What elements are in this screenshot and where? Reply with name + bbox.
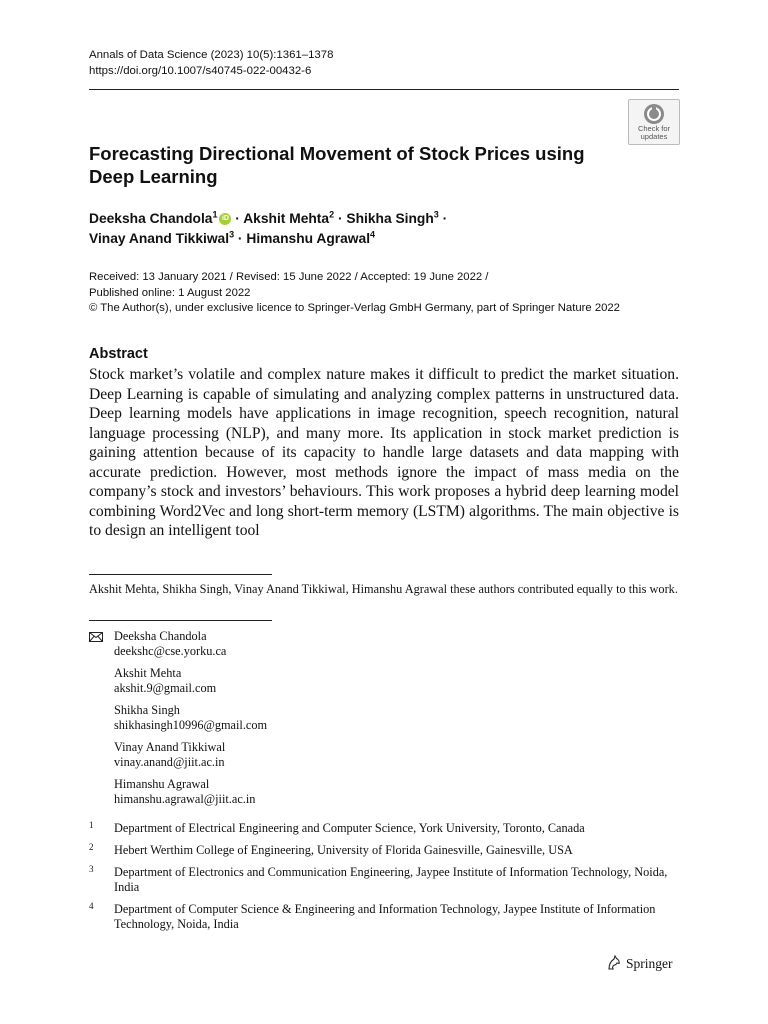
copyright-line: © The Author(s), under exclusive licence to Springer-Verlag GmbH Germany, part of Springer Nature 2022 [89, 302, 620, 314]
publisher-logo [606, 955, 673, 972]
contact-name: Deeksha Chandola [114, 629, 207, 643]
doi-link[interactable]: https://doi.org/10.1007/s40745-022-00432-6 [89, 64, 312, 77]
abstract-text: Stock market’s volatile and complex nature makes it difficult to predict the market situation. Deep Learning is capable of simulating and analyzing complex patterns in unstructured data. Deep learning models have applications in image recognition, speech recognition, natural language processing (NLP), and many more. Its application in stock market prediction is gaining attention because of its capacity to handle large datasets and data mapping with accurate prediction. However, most methods ignore the impact of mass media on the company’s stock and investors’ behaviours. This work proposes a hybrid deep learning model combining Word2Vec and long short-term memory (LSTM) algorithms. The main objective is to design an intelligent tool [89, 366, 679, 539]
contact-entry [114, 666, 267, 696]
journal-header [89, 48, 333, 79]
dates-line: Published online: 1 August 2022 [89, 286, 251, 299]
contact-name: Vinay Anand Tikkiwal [114, 740, 226, 755]
contact-entry [114, 777, 267, 807]
affiliation-number: 2 [89, 842, 94, 852]
orcid-icon[interactable]: iD [219, 213, 231, 225]
author-list: Deeksha Chandola$^1$ iD · Akshit Mehta$^2$ · Shikha Singh$^3$ · Vinay Anand Tikkiwal$^3$ · Himanshu Agrawal$^4$ [89, 209, 448, 246]
affiliation-text: Department of Computer Science & Engineering and Information Technology, Jaypee Institute of Information Technology, Noida, India [114, 902, 656, 931]
contact-entry [114, 703, 267, 733]
author-name: Himanshu Agrawal [246, 231, 371, 246]
contact-email[interactable]: shikhasingh10996@gmail.com [114, 717, 268, 732]
paper-title: Forecasting Directional Movement of Stock Prices using Deep Learning [89, 143, 585, 187]
affiliation-item [89, 843, 679, 858]
abstract-heading: Abstract [89, 346, 148, 362]
author-affil-sup: 1 [212, 209, 218, 220]
dates-line: Received: 13 January 2021 / Revised: 15 June 2022 / Accepted: 19 June 2022 / [89, 271, 489, 283]
check-updates-label-2: updates [640, 132, 668, 141]
author-affil-sup: 3 [433, 209, 439, 220]
journal-citation: Annals of Data Science (2023) 10(5):1361–1378 [89, 49, 334, 61]
equal-contribution-footnote: Akshit Mehta, Shikha Singh, Vinay Anand Tikkiwal, Himanshu Agrawal these authors contributed equally to this work. [89, 582, 678, 596]
contacts-divider [89, 620, 272, 621]
contact-name: Akshit Mehta [114, 666, 182, 681]
affiliation-text: Department of Electronics and Communication Engineering, Jaypee Institute of Information Technology, Noida, India [114, 865, 668, 894]
contact-email[interactable]: vinay.anand@jiit.ac.in [114, 755, 225, 770]
publication-dates [89, 270, 689, 317]
author-affil-sup: 3 [229, 229, 235, 240]
affiliation-item [89, 865, 679, 895]
affiliation-text: Department of Electrical Engineering and Computer Science, York University, Toronto, Canada [114, 821, 585, 835]
contact-list [114, 629, 267, 814]
author-name: Akshit Mehta [243, 211, 330, 226]
author-affil-sup: 4 [370, 229, 376, 240]
contact-entry [114, 740, 267, 770]
affiliation-item [89, 902, 679, 932]
author-name: Vinay Anand Tikkiwal [89, 231, 230, 246]
contact-email[interactable]: himanshu.agrawal@jiit.ac.in [114, 792, 256, 807]
affiliation-number: 1 [89, 820, 94, 830]
affiliation-number: 3 [89, 864, 94, 874]
check-updates-icon [643, 103, 665, 125]
author-name: Deeksha Chandola [89, 211, 213, 226]
contact-email[interactable]: deekshc@cse.yorku.ca [114, 643, 227, 658]
header-divider [89, 89, 679, 90]
check-for-updates-badge[interactable] [628, 99, 680, 145]
author-name: Shikha Singh [346, 211, 434, 226]
envelope-icon [89, 632, 103, 642]
affiliation-number: 4 [89, 901, 94, 911]
affiliation-item [89, 821, 679, 836]
author-affil-sup: 2 [329, 209, 335, 220]
contact-email[interactable]: akshit.9@gmail.com [114, 680, 217, 695]
check-updates-label-1: Check for [637, 124, 671, 133]
contact-name: Shikha Singh [114, 703, 180, 718]
springer-horse-icon [606, 955, 622, 971]
contact-name: Himanshu Agrawal [114, 777, 210, 792]
footnote-divider [89, 574, 272, 575]
affiliation-text: Hebert Werthim College of Engineering, University of Florida Gainesville, Gainesville, USA [114, 843, 573, 857]
contact-entry [114, 629, 267, 659]
publisher-name: Springer [626, 956, 673, 971]
